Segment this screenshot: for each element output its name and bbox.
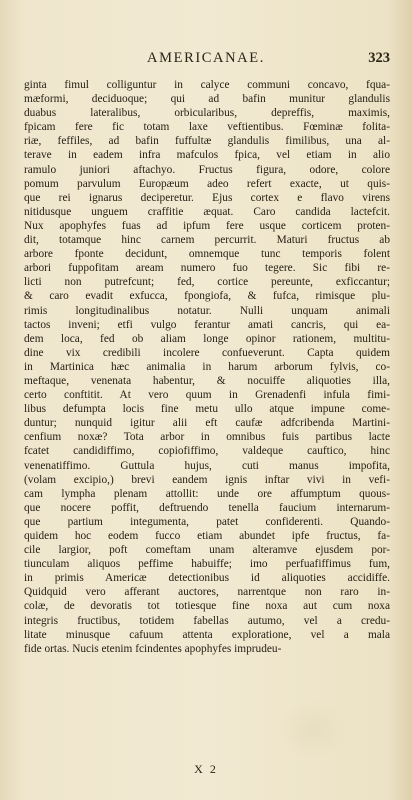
- page-header: [0, 50, 412, 72]
- text-line: fpicam fere fic totam laxe veftientibus. Fœminæ folita-: [24, 121, 390, 134]
- text-line: terave in eadem infra mafculos fpica, vel etiam in alio: [24, 149, 390, 162]
- running-head: AMERICANAE.: [147, 50, 265, 66]
- text-line: licti non putrefcunt; fed, cortice pereunte, exficcantur;: [24, 276, 390, 289]
- text-line: dine vix credibili incolere confueverunt. Capta quidem: [24, 346, 390, 359]
- text-line: Nux apophyfes fuas ad ipfum fere usque corticem proten-: [24, 219, 390, 232]
- text-line: venenatiffimo. Guttula hujus, cuti manus impofita,: [24, 459, 390, 472]
- text-line: libus defumpta locis fine metu ullo atque impune come-: [24, 403, 390, 416]
- text-line: arbori fuppofitam aream numero fuo tegere. Sic fibi re-: [24, 262, 390, 275]
- text-line: que partium integumenta, patet confiderenti. Quando-: [24, 515, 390, 528]
- text-line: Quidquid vero afferant auctores, narrentque non raro in-: [24, 586, 390, 599]
- text-line: ramulo juniori aftachyo. Fructus figura, odore, colore: [24, 163, 390, 176]
- text-line: tiunculam aliquos peffime habuiffe; imo perfuafiffimus fum,: [24, 558, 390, 571]
- body-text: [24, 78, 390, 656]
- text-line: cenfium noxæ? Tota arbor in omnibus fuis partibus lacte: [24, 431, 390, 444]
- text-line: (volam excipio,) brevi eandem ignis inftar vivi in vefi-: [24, 473, 390, 486]
- text-line: que rei ignarus deciperetur. Ejus cortex e flavo virens: [24, 191, 390, 204]
- text-line: & caro evadit exfucca, fpongiofa, & fufca, rimisque plu-: [24, 290, 390, 303]
- text-line: integris fructibus, totidem fabellas autumo, vel a credu-: [24, 614, 390, 627]
- text-line: quidem hoc eodem fucco etiam abundet ipfe fructus, fa-: [24, 530, 390, 542]
- signature-mark: X 2: [194, 762, 218, 776]
- text-line: ginta fimul colliguntur in calyce communi concavo, fqua-: [24, 79, 390, 91]
- text-line: in Martinica hæc animalia in harum arborum fylvis, co-: [24, 360, 390, 373]
- text-line: rimis longitudinalibus notatur. Nulli unquam animali: [24, 304, 390, 317]
- text-line: certo conftitit. At vero quum in Grenadenfi infula fimi-: [24, 389, 390, 402]
- text-line: que nocere poffit, deftruendo tenella faucium internarum-: [24, 501, 390, 514]
- text-line: colæ, de devoratis tot totiesque fine noxa aut cum noxa: [24, 600, 390, 613]
- text-line: riæ, feffiles, ad bafin fuffultæ glandulis fimilibus, una al-: [24, 135, 390, 148]
- text-line: cam lympha plenam attollit: unde ore affumptum quous-: [24, 487, 390, 500]
- text-line: dem loca, fed ob aliam longe opinor rationem, multitu-: [24, 332, 390, 345]
- text-line: arbore fponte decidunt, omnemque tunc temporis folent: [24, 248, 390, 261]
- text-line: fcatet candidiffimo, copiofiffimo, valdeque cauftico, hinc: [24, 445, 390, 458]
- paper-stain: [278, 700, 348, 760]
- text-line: nitidusque unguem craffitie æquat. Caro candida lactefcit.: [24, 205, 390, 218]
- text-line: in primis Americæ detectionibus id aliquoties accidiffe.: [24, 572, 390, 585]
- page-number: 323: [368, 50, 390, 66]
- text-line: duabus lateralibus, orbicularibus, depreffis, maximis,: [24, 107, 390, 120]
- text-line: duntur; nunquid igitur alii eft caufæ adfcribenda Martini-: [24, 417, 390, 430]
- text-line: cile largior, poft comeftam unam alteramve ejusdem por-: [24, 544, 390, 557]
- text-line: fide ortas. Nucis etenim fcindentes apophyfes imprudeu-: [24, 642, 282, 655]
- text-line: litate minusque cafuum attenta exploratione, vel a mala: [24, 628, 390, 641]
- text-line: dit, totamque hinc carnem percurrit. Maturi fructus ab: [24, 234, 390, 247]
- text-line: pomum parvulum Europæum adeo refert exacte, ut quis-: [24, 177, 390, 190]
- text-line: mæformi, deciduoque; qui ad bafin munitur glandulis: [24, 93, 390, 106]
- text-line: tactos inveni; etfi vulgo ferantur amati cancris, qui ea-: [24, 318, 390, 331]
- text-line: meftaque, venenata habentur, & nocuiffe aliquoties illa,: [24, 374, 390, 387]
